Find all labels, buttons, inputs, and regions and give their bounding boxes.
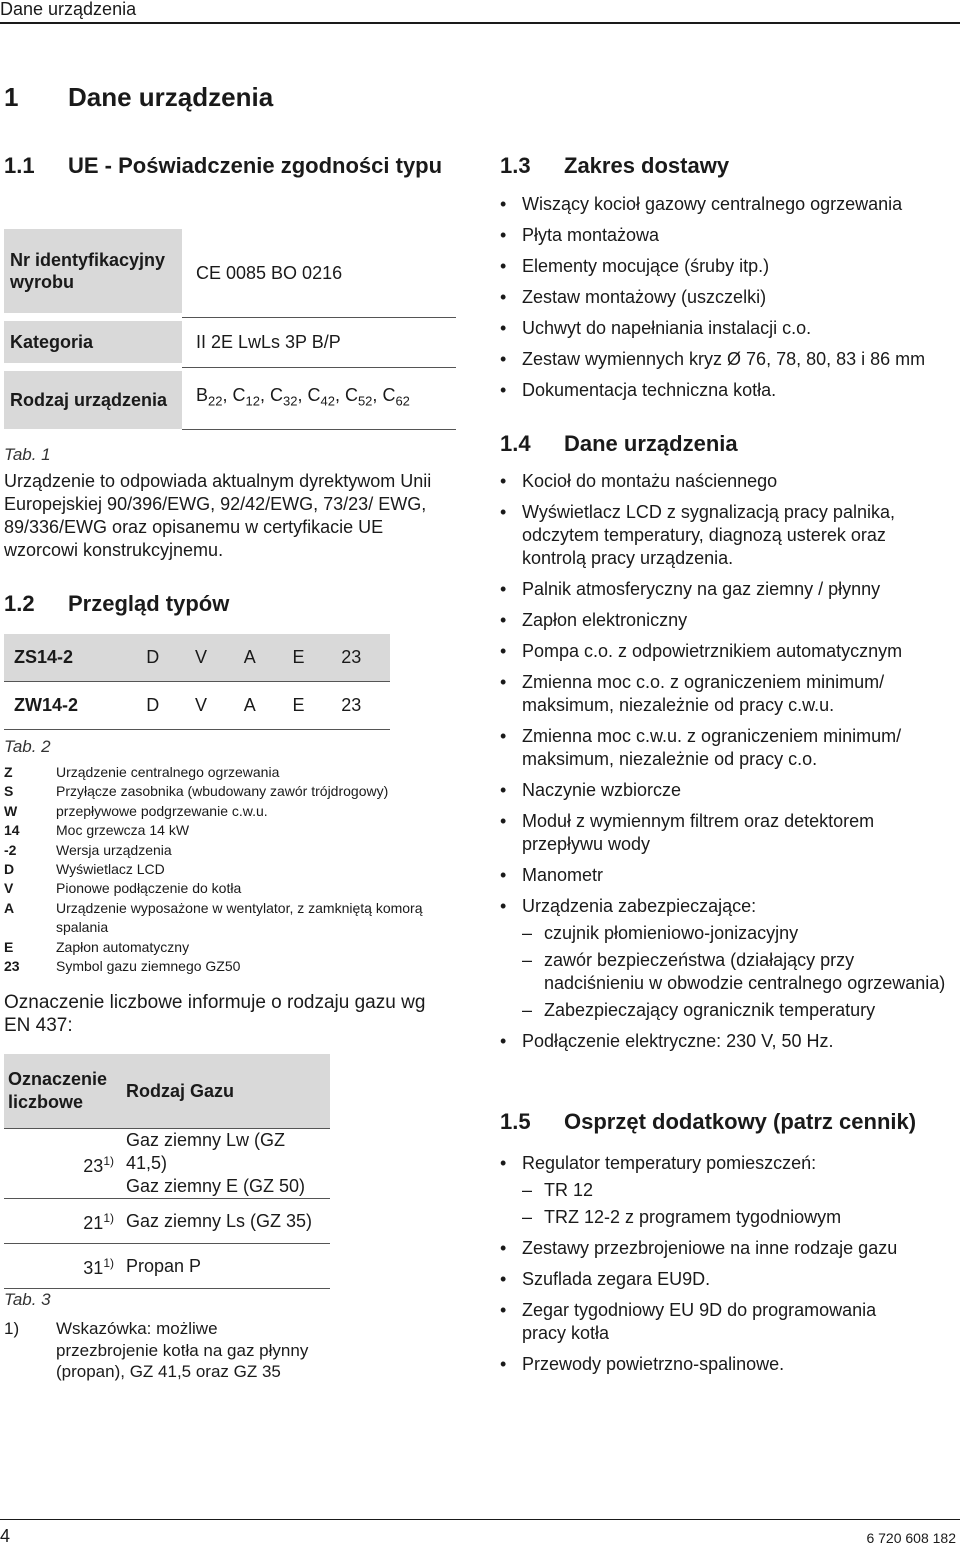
- list-item: • Regulator temperatury pomieszczeń:: [500, 1152, 948, 1175]
- gas-code: 31: [83, 1258, 104, 1278]
- table-label-cell: Rodzaj urządzenia: [4, 367, 182, 429]
- list-item: • Zegar tygodniowy EU 9D do programowania pracy kotła: [500, 1299, 922, 1345]
- section-1-3-heading: [500, 152, 960, 180]
- list-item: • Zestaw montażowy (uszczelki): [500, 286, 958, 309]
- legend-value: Wersja urządzenia: [56, 841, 172, 858]
- list-item: • Manometr: [500, 864, 948, 887]
- gas-type: Gaz ziemny Ls (GZ 35): [126, 1210, 313, 1231]
- footnote-text: Wskazówka: możliwe przezbrojenie kotła na gaz płynny (propan), GZ 41,5 oraz GZ 35: [56, 1319, 309, 1381]
- list-item: • Naczynie wzbiorcze: [500, 779, 948, 802]
- legend-key: D: [4, 861, 15, 878]
- gas-type: Gaz ziemny E (GZ 50): [126, 1176, 306, 1196]
- section-number: 1.4: [500, 431, 531, 456]
- table-label-cell: Nr identyfikacyjny wyrobu: [4, 229, 182, 317]
- column-header: Oznaczenie liczbowe: [4, 1054, 118, 1129]
- column-header: Rodzaj Gazu: [118, 1054, 330, 1129]
- sub-list-item: – TRZ 12-2 z programem tygodniowym: [500, 1206, 948, 1229]
- gas-code-cell: [4, 1199, 118, 1244]
- legend-key: 23: [4, 958, 20, 975]
- list-item: • Zmienna moc c.w.u. z ograniczeniem minimum/ maksimum, niezależnie od pracy c.o.: [500, 725, 948, 771]
- table-row: [4, 682, 390, 730]
- list-item: • Moduł z wymiennym filtrem oraz detektorem przepływu wody: [500, 810, 948, 856]
- table-header-row: [4, 1054, 330, 1129]
- table-row: [4, 367, 456, 429]
- list-item: • Pompa c.o. z odpowietrznikiem automatycznym: [500, 640, 948, 663]
- section-title: Dane urządzenia: [564, 431, 738, 456]
- model-cell: ZW14-2: [4, 682, 146, 730]
- table-row: [4, 634, 390, 682]
- section-number: 1.3: [500, 153, 531, 178]
- gas-code-paragraph: Oznaczenie liczbowe informuje o rodzaju gazu wg EN 437:: [4, 992, 426, 1036]
- sub-list-item: – czujnik płomieniowo-jonizacyjny: [500, 922, 948, 945]
- table-caption: Tab. 2: [4, 737, 51, 756]
- model-cell: ZS14-2: [4, 634, 146, 682]
- table-row: [4, 1129, 330, 1199]
- list-item: [4, 938, 436, 957]
- table-row: [4, 1244, 330, 1289]
- list-item: • Kocioł do montażu naściennego: [500, 470, 948, 493]
- footnote: [4, 1318, 316, 1383]
- list-item: [4, 763, 436, 782]
- page-number: 4: [0, 1526, 11, 1546]
- list-item: • Elementy mocujące (śruby itp.): [500, 255, 958, 278]
- gas-type-cell: [118, 1244, 330, 1289]
- list-item: • Wyświetlacz LCD z sygnalizacją pracy palnika, odczytem temperatury, diagnozą usterek oraz kontrolą pracy urządzenia.: [500, 501, 948, 570]
- header-rule: [0, 22, 960, 24]
- list-item: • Wiszący kocioł gazowy centralnego ogrzewania: [500, 193, 958, 216]
- gas-type: Propan P: [126, 1255, 202, 1276]
- section-1-1-heading: [4, 152, 464, 180]
- code-cell: 23: [341, 682, 390, 730]
- table-row: [4, 229, 456, 317]
- type-legend: [4, 763, 436, 976]
- section-1-2-heading: [4, 590, 464, 618]
- list-item: [4, 899, 436, 938]
- code-cell: A: [244, 682, 293, 730]
- gas-code-cell: [4, 1129, 118, 1199]
- gas-code: 21: [83, 1213, 104, 1233]
- list-item: • Zestawy przezbrojeniowe na inne rodzaje gazu: [500, 1237, 948, 1260]
- list-item: • Zapłon elektroniczny: [500, 609, 948, 632]
- footnote-ref: 1): [103, 1211, 114, 1225]
- gas-type-table: [4, 1054, 330, 1289]
- accessories-list: [500, 1152, 948, 1376]
- gas-code: 23: [83, 1155, 104, 1176]
- legend-key: Z: [4, 764, 13, 780]
- document-code: 6 720 608 182: [866, 1530, 956, 1546]
- list-item: • Zestaw wymiennych kryz Ø 76, 78, 80, 83 i 86 mm: [500, 348, 958, 371]
- device-features-list: [500, 470, 948, 1053]
- footnote-ref: 1): [103, 1153, 114, 1168]
- legend-value: Urządzenie centralnego ogrzewania: [56, 764, 280, 780]
- chapter-number: 1: [4, 82, 19, 112]
- type-overview-table: [4, 634, 390, 730]
- sub-list-item: – Zabezpieczający ogranicznik temperatury: [500, 999, 948, 1022]
- table-value-cell: CE 0085 BO 0216: [182, 229, 456, 317]
- code-cell: D: [146, 634, 195, 682]
- legend-key: V: [4, 880, 14, 897]
- legend-value: Urządzenie wyposażone w wentylator, z zamkniętą komorą spalania: [56, 899, 423, 936]
- list-item: • Dokumentacja techniczna kotła.: [500, 379, 958, 402]
- list-item: • Palnik atmosferyczny na gaz ziemny / płynny: [500, 578, 948, 601]
- list-item: [4, 782, 436, 801]
- list-item: [4, 957, 436, 976]
- section-number: 1.1: [4, 153, 35, 178]
- code-cell: D: [146, 682, 195, 730]
- table-row: [4, 1199, 330, 1244]
- legend-value: Wyświetlacz LCD: [56, 861, 165, 878]
- footer-rule: [0, 1519, 960, 1520]
- running-header: Dane urządzenia: [0, 0, 137, 19]
- footnote-marker: 1): [4, 1319, 20, 1338]
- table-value-cell: II 2E LwLs 3P B/P: [182, 317, 456, 367]
- list-item: [4, 821, 436, 840]
- table-caption: Tab. 3: [4, 1290, 51, 1309]
- legend-key: E: [4, 938, 14, 955]
- legend-value: Moc grzewcza 14 kW: [56, 822, 190, 839]
- section-number: 1.2: [4, 591, 35, 616]
- list-item: • Uchwyt do napełniania instalacji c.o.: [500, 317, 958, 340]
- list-item: [4, 879, 436, 898]
- code-cell: E: [292, 682, 341, 730]
- gas-type-cell: [118, 1199, 330, 1244]
- list-item: [4, 841, 436, 860]
- table-caption: Tab. 1: [4, 445, 51, 464]
- section-title: Osprzęt dodatkowy (patrz cennik): [564, 1109, 917, 1134]
- code-cell: V: [195, 634, 244, 682]
- list-item: • Przewody powietrzno-spalinowe.: [500, 1353, 948, 1376]
- table-value-cell: $B_{22}$, $C_{12}$, $C_{32}$, $C_{42}$, $C_{52}$, $C_{62}$: [182, 367, 456, 429]
- code-cell: A: [244, 634, 293, 682]
- code-cell: E: [292, 634, 341, 682]
- table-row: [4, 317, 456, 367]
- list-item: [4, 802, 436, 821]
- code-cell: V: [195, 682, 244, 730]
- sub-list-item: – zawór bezpieczeństwa (działający przy nadciśnieniu w obwodzie centralnego ogrzewania): [500, 949, 948, 995]
- section-title: Zakres dostawy: [564, 153, 730, 178]
- conformity-table: [4, 229, 456, 430]
- section-title: Przegląd typów: [68, 591, 230, 616]
- sub-list-item: – TR 12: [500, 1179, 948, 1202]
- section-title: UE - Poświadczenie zgodności typu: [68, 153, 443, 178]
- table-label-cell: Kategoria: [4, 317, 182, 367]
- code-cell: 23: [341, 634, 390, 682]
- section-1-4-heading: [500, 430, 960, 458]
- gas-type: Gaz ziemny Lw (GZ 41,5): [126, 1130, 286, 1173]
- legend-value: Pionowe podłączenie do kotła: [56, 880, 242, 897]
- gas-type-cell: [118, 1129, 330, 1199]
- list-item: • Płyta montażowa: [500, 224, 958, 247]
- list-item: • Urządzenia zabezpieczające:: [500, 895, 948, 918]
- legend-key: -2: [4, 841, 17, 858]
- list-item: • Szuflada zegara EU9D.: [500, 1268, 948, 1291]
- legend-value: Przyłącze zasobnika (wbudowany zawór trójdrogowy): [56, 783, 389, 800]
- footnote-ref: 1): [103, 1256, 114, 1270]
- chapter-title: [4, 82, 273, 113]
- list-item: • Podłączenie elektryczne: 230 V, 50 Hz.: [500, 1030, 948, 1053]
- chapter-title-text: Dane urządzenia: [68, 82, 274, 112]
- gas-code-cell: [4, 1244, 118, 1289]
- legend-key: 14: [4, 822, 20, 839]
- delivery-scope-list: [500, 193, 958, 402]
- legend-value: Symbol gazu ziemnego GZ50: [56, 958, 241, 975]
- legend-key: W: [4, 802, 18, 819]
- section-1-5-heading: [500, 1108, 960, 1136]
- legend-value: Zapłon automatyczny: [56, 938, 190, 955]
- conformity-paragraph: Urządzenie to odpowiada aktualnym dyrektywom Unii Europejskiej 90/396/EWG, 92/42/EWG, 73/23/ EWG, 89/336/EWG oraz opisanemu w certyfikacie UE wzorcowi konstrukcyjnemu.: [4, 471, 432, 560]
- legend-key: S: [4, 783, 14, 800]
- list-item: • Zmienna moc c.o. z ograniczeniem minimum/ maksimum, niezależnie od pracy c.w.u.: [500, 671, 948, 717]
- list-item: [4, 860, 436, 879]
- legend-key: A: [4, 899, 15, 916]
- section-number: 1.5: [500, 1109, 531, 1134]
- legend-value: przepływowe podgrzewanie c.w.u.: [56, 802, 268, 819]
